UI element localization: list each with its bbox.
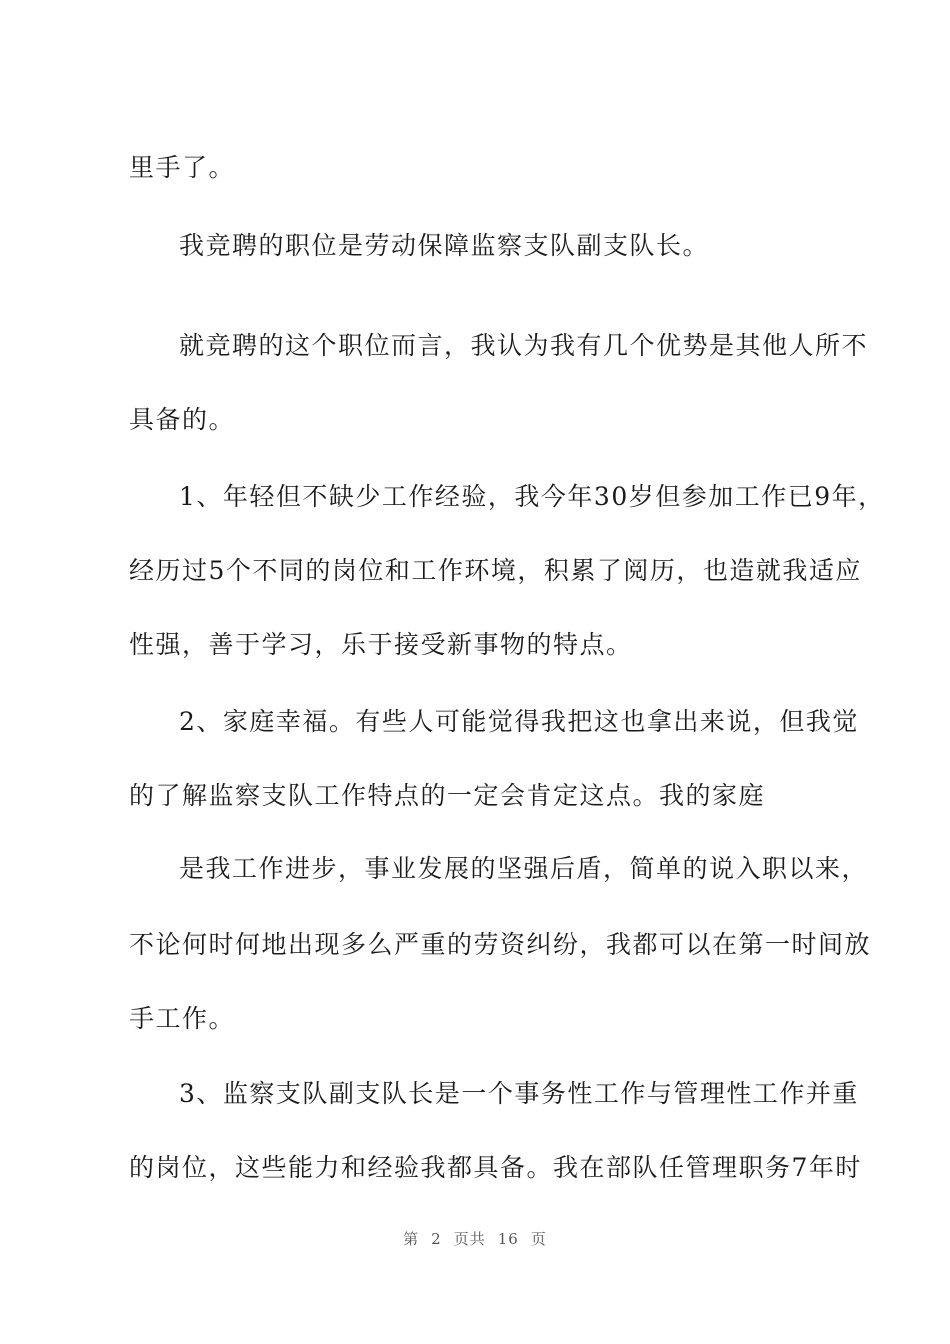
- text-line: 性强，善于学习，乐于接受新事物的特点。: [129, 630, 633, 659]
- text-line: 里手了。: [129, 153, 236, 182]
- text-line: 我竞聘的职位是劳动保障监察支队副支队长。: [179, 231, 710, 260]
- page-footer: [0, 1228, 950, 1249]
- footer-prefix: 第: [403, 1230, 420, 1248]
- text-line: 是我工作进步，事业发展的坚强后盾，简单的说入职以来，: [179, 854, 869, 883]
- text-line: 3、监察支队副支队长是一个事务性工作与管理性工作并重: [179, 1079, 859, 1108]
- text-line: 具备的。: [129, 405, 236, 434]
- text-line: 手工作。: [129, 1004, 236, 1033]
- footer-total-pages: 16: [497, 1230, 519, 1248]
- text-line: 的了解监察支队工作特点的一定会肯定这点。我的家庭: [129, 781, 766, 810]
- text-line: 经历过5个不同的岗位和工作环境，积累了阅历，也造就我适应: [129, 556, 862, 585]
- text-line: 1、年轻但不缺少工作经验，我今年30岁但参加工作已9年，: [179, 482, 885, 511]
- footer-suffix: 页: [530, 1230, 547, 1248]
- footer-current-page: 2: [431, 1230, 442, 1248]
- text-line: 就竞聘的这个职位而言，我认为我有几个优势是其他人所不: [179, 331, 869, 360]
- text-line: 的岗位，这些能力和经验我都具备。我在部队任管理职务7年时: [129, 1153, 862, 1182]
- text-line: 2、家庭幸福。有些人可能觉得我把这也拿出来说，但我觉: [179, 707, 859, 736]
- footer-middle: 页共: [453, 1230, 486, 1248]
- text-line: 不论何时何地出现多么严重的劳资纠纷，我都可以在第一时间放: [129, 930, 872, 959]
